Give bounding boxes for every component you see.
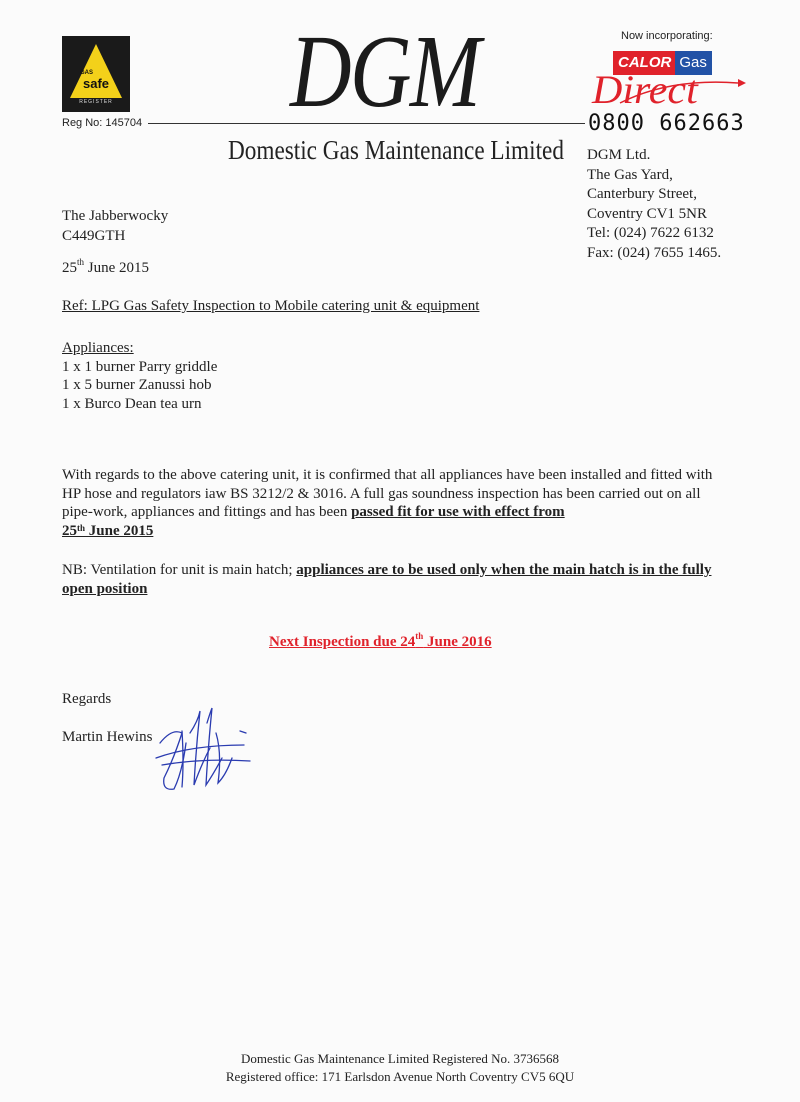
reg-number: Reg No: 145704 <box>62 117 143 129</box>
body-emphasis-rest: June 2015 <box>85 522 154 539</box>
gas-safe-logo <box>62 36 130 112</box>
appliance-item: 1 x 1 burner Parry griddle <box>62 358 218 375</box>
date-rest: June 2015 <box>84 260 150 276</box>
gas-safe-small-label: GAS <box>80 70 94 76</box>
footer-registration: Domestic Gas Maintenance Limited Registered No. 3736568 <box>240 1051 560 1066</box>
gas-safe-triangle-icon <box>68 42 124 104</box>
address-fax: Fax: (024) 7655 1465. <box>587 244 722 261</box>
body-paragraph <box>62 466 722 540</box>
next-inspection-rest: June 2016 <box>423 634 492 650</box>
footer-registered-office: Registered office: 171 Earlsdon Avenue North Coventry CV5 6QU <box>225 1069 575 1084</box>
reference-line: Ref: LPG Gas Safety Inspection to Mobile catering unit & equipment <box>62 298 480 314</box>
body-text: With regards to the above catering unit, it is confirmed that all appliances have been installed and fitted with HP hose and regulators iaw BS 3212/2 & 3016. A full gas soundness inspection has been carried out on all pipe-work, appliances and fittings and has been <box>62 467 713 520</box>
nb-text: NB: Ventilation for unit is main hatch; <box>62 562 297 578</box>
signatory-name: Martin Hewins <box>62 729 153 745</box>
now-incorporating-label: Now incorporating: <box>621 30 713 42</box>
appliance-item: 1 x Burco Dean tea urn <box>62 395 202 412</box>
next-inspection-notice <box>269 631 492 651</box>
address-line: Canterbury Street, <box>587 186 697 202</box>
direct-logo: Direct <box>592 67 698 112</box>
date-suffix: th <box>77 257 85 267</box>
date-day: 25 <box>62 260 77 276</box>
next-inspection-suffix: th <box>415 631 424 641</box>
address-line: DGM Ltd. <box>587 147 651 163</box>
address-tel: Tel: (024) 7622 6132 <box>587 225 714 241</box>
company-address <box>587 146 721 263</box>
company-name: Domestic Gas Maintenance Limited <box>228 135 564 165</box>
regards: Regards <box>62 691 112 707</box>
body-emphasis-date <box>62 523 153 539</box>
dgm-logo: DGM <box>290 14 480 129</box>
address-line: Coventry CV1 5NR <box>587 205 707 222</box>
letter-date <box>62 257 150 277</box>
nb-emphasis: appliances are to be used only when the main hatch is in the fully open position <box>62 562 712 597</box>
next-inspection-prefix: Next Inspection due 24 <box>269 634 416 650</box>
body-emphasis: passed fit for use with effect from <box>351 504 565 520</box>
body-emphasis-day: 25 <box>62 522 77 539</box>
recipient-name: The Jabberwocky <box>62 208 169 224</box>
footer <box>0 1050 800 1086</box>
handwritten-signature <box>152 703 262 798</box>
direct-swoosh-icon <box>600 73 750 113</box>
recipient-block <box>62 207 168 246</box>
appliances-list <box>62 339 217 413</box>
calor-label: CALOR <box>613 51 675 75</box>
gas-safe-register-label: REGISTER <box>79 99 113 105</box>
body-emphasis-suffix: th <box>77 522 86 533</box>
gas-safe-word: safe <box>82 76 110 91</box>
appliance-item: 1 x 5 burner Zanussi hob <box>62 377 212 393</box>
appliances-heading: Appliances: <box>62 340 134 356</box>
gas-label: Gas <box>675 51 712 75</box>
phone-number: 0800 662663 <box>588 111 745 136</box>
address-line: The Gas Yard, <box>587 166 673 183</box>
nb-paragraph <box>62 561 722 598</box>
recipient-reg: C449GTH <box>62 227 126 244</box>
